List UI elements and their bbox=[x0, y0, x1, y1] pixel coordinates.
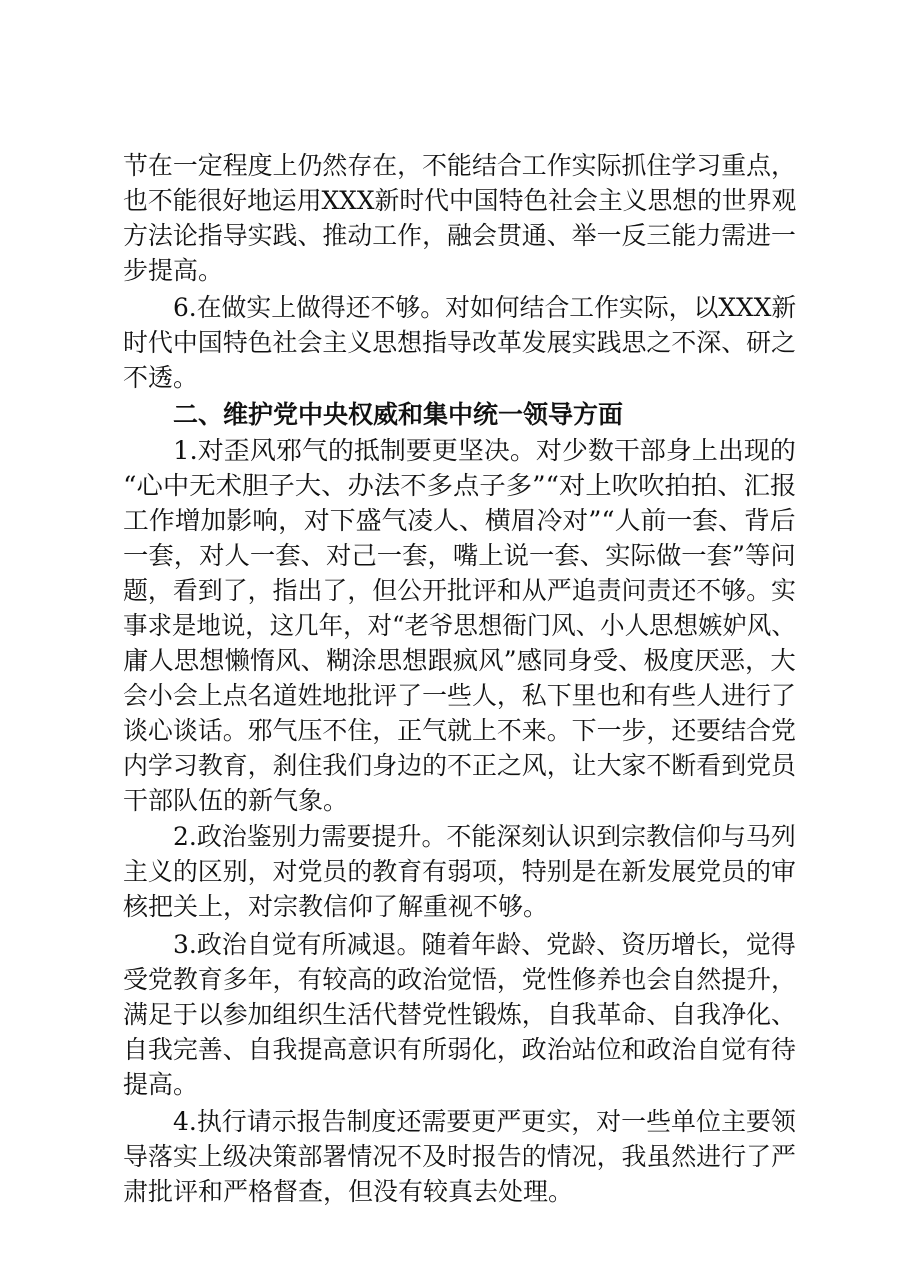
text-line-4: 步提高。 bbox=[123, 256, 224, 285]
text-line-21: 主义的区别，对党员的教育有弱项，特别是在新发展党员的审 bbox=[123, 857, 796, 886]
text-line-29: 导落实上级决策部署情况不及时报告的情况，我虽然进行了严 bbox=[123, 1142, 796, 1171]
text-line-13: 题，看到了，指出了，但公开批评和从严追责问责还不够。实 bbox=[123, 576, 796, 605]
text-line-27: 提高。 bbox=[123, 1070, 199, 1099]
text-line-26: 自我完善、自我提高意识有所弱化，政治站位和政治自觉有待 bbox=[123, 1035, 796, 1064]
text-line-6: 时代中国特色社会主义思想指导改革发展实践思之不深、研之 bbox=[123, 328, 796, 357]
text-line-10: “心中无术胆子大、办法不多点子多”“对上吹吹拍拍、汇报 bbox=[123, 471, 797, 500]
text-line-25: 满足于以参加组织生活代替党性锻炼，自我革命、自我净化、 bbox=[123, 1000, 796, 1029]
text-line-11: 工作增加影响，对下盛气凌人、横眉冷对”“人前一套、背后 bbox=[123, 506, 796, 535]
text-line-1: 节在一定程度上仍然存在，不能结合工作实际抓住学习重点， bbox=[123, 151, 796, 180]
text-line-20: 2.政治鉴别力需要提升。不能深刻认识到宗教信仰与马列 bbox=[173, 822, 796, 851]
text-line-9: 1.对歪风邪气的抵制要更坚决。对少数干部身上出现的 bbox=[173, 436, 796, 465]
text-line-19: 干部队伍的新气象。 bbox=[123, 786, 349, 815]
text-line-3: 方法论指导实践、推动工作，融会贯通、举一反三能力需进一 bbox=[123, 221, 796, 250]
text-line-18: 内学习教育，刹住我们身边的不正之风，让大家不断看到党员 bbox=[123, 751, 796, 780]
text-line-17: 谈心谈话。邪气压不住，正气就上不来。下一步，还要结合党 bbox=[123, 716, 796, 745]
text-line-15: 庸人思想懒惰风、糊涂思想跟疯风”感同身受、极度厌恶，大 bbox=[123, 646, 796, 675]
text-line-5: 6.在做实上做得还不够。对如何结合工作实际，以XXX新 bbox=[173, 293, 797, 322]
text-line-30: 肃批评和严格督查，但没有较真去处理。 bbox=[123, 1177, 574, 1206]
text-line-16: 会小会上点名道姓地批评了一些人，私下里也和有些人进行了 bbox=[123, 681, 796, 710]
text-line-23: 3.政治自觉有所减退。随着年龄、党龄、资历增长，觉得 bbox=[173, 930, 796, 959]
text-line-7: 不透。 bbox=[123, 363, 199, 392]
text-line-22: 核把关上，对宗教信仰了解重视不够。 bbox=[123, 892, 549, 921]
text-line-2: 也不能很好地运用XXX新时代中国特色社会主义思想的世界观 bbox=[123, 186, 797, 215]
text-line-28: 4.执行请示报告制度还需要更严更实，对一些单位主要领 bbox=[173, 1107, 796, 1136]
text-line-24: 受党教育多年，有较高的政治觉悟，党性修养也会自然提升， bbox=[123, 965, 796, 994]
section-heading: 二、维护党中央权威和集中统一领导方面 bbox=[173, 400, 624, 429]
text-line-14: 事求是地说，这几年，对“老爷思想衙门风、小人思想嫉妒风、 bbox=[123, 611, 796, 640]
text-line-12: 一套，对人一套、对己一套，嘴上说一套、实际做一套”等问 bbox=[123, 541, 796, 570]
